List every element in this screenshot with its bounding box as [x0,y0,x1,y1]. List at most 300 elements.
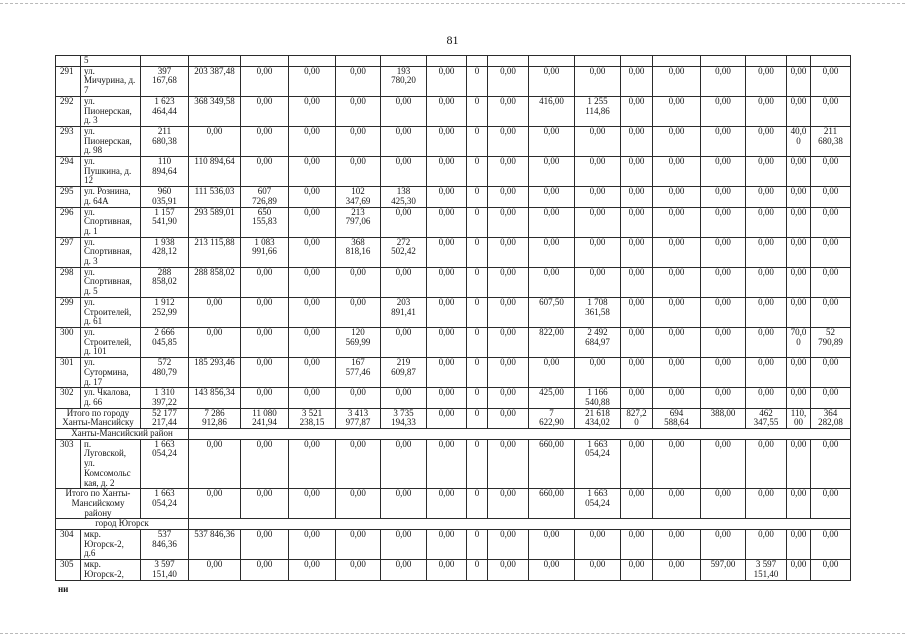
value-cell: 0,00 [811,489,851,519]
page-number: 81 [446,33,459,47]
value-cell: 143 856,34 [189,388,241,408]
section-filler [189,519,851,530]
value-cell: 0,00 [653,207,701,237]
row-number: 302 [56,388,81,408]
value-cell: 0,00 [787,267,811,297]
value-cell: 21 618 434,02 [575,408,621,428]
value-cell: 0 [467,358,488,388]
value-cell: 0,00 [381,560,427,580]
value-cell: 211 680,38 [811,126,851,156]
value-cell: 0,00 [746,439,787,489]
value-cell: 0,00 [241,530,289,560]
value-cell: 0,00 [701,439,746,489]
value-cell [241,56,289,67]
value-cell: 0 [467,267,488,297]
value-cell: 597,00 [701,560,746,580]
value-cell: 0,00 [653,237,701,267]
value-cell: 1 708 361,58 [575,297,621,327]
value-cell: 0,00 [746,267,787,297]
value-cell: 1 157 541,90 [141,207,189,237]
value-cell: 167 577,46 [336,358,381,388]
value-cell: 0,00 [811,66,851,96]
value-cell: 1 663 054,24 [575,439,621,489]
value-cell: 0,00 [701,267,746,297]
value-cell: 572 480,79 [141,358,189,388]
value-cell: 0,00 [746,187,787,207]
value-cell: 2 492 684,97 [575,327,621,357]
value-cell: 1 166 540,88 [575,388,621,408]
row-number: 297 [56,237,81,267]
address-cell: ул. Мичурина, д. 7 [81,66,141,96]
value-cell: 537 846,36 [141,530,189,560]
value-cell: 0,00 [653,560,701,580]
value-cell: 0,00 [811,530,851,560]
row-number: 304 [56,530,81,560]
value-cell: 0,00 [811,388,851,408]
section-row [56,519,851,530]
value-cell: 0,00 [427,388,467,408]
value-cell: 694 588,64 [653,408,701,428]
address-cell: ул. Чкалова, д. 66 [81,388,141,408]
table-row [56,207,851,237]
table-row [56,327,851,357]
value-cell: 0,00 [488,327,529,357]
value-cell: 0 [467,408,488,428]
value-cell: 3 521 238,15 [289,408,336,428]
value-cell: 2 666 045,85 [141,327,189,357]
value-cell: 0,00 [336,66,381,96]
value-cell: 0,00 [746,207,787,237]
value-cell: 0,00 [621,237,653,267]
address-cell: ул. Спортивная, д. 5 [81,267,141,297]
value-cell: 111 536,03 [189,187,241,207]
value-cell: 0,00 [529,237,575,267]
address-cell: мкр. Югорск-2, [81,560,141,580]
value-cell: 70,0 0 [787,327,811,357]
value-cell: 102 347,69 [336,187,381,207]
value-cell: 0,00 [241,327,289,357]
value-cell: 0,00 [575,237,621,267]
value-cell: 0,00 [811,439,851,489]
value-cell: 607,50 [529,297,575,327]
value-cell: 0,00 [621,560,653,580]
value-cell: 0,00 [811,267,851,297]
table-row [56,267,851,297]
value-cell: 0,00 [701,489,746,519]
value-cell: 0,00 [529,267,575,297]
row-number: 305 [56,560,81,580]
total-label: Итого по городу Ханты-Мансийску [56,408,141,428]
value-cell: 0,00 [621,267,653,297]
value-cell: 0,00 [701,187,746,207]
value-cell: 1 912 252,99 [141,297,189,327]
row-number: 291 [56,66,81,96]
value-cell: 0,00 [621,297,653,327]
address-cell: ул. Рознина, д. 64А [81,187,141,207]
value-cell: 0,00 [488,560,529,580]
value-cell: 0,00 [787,157,811,187]
value-cell: 0,00 [701,66,746,96]
value-cell: 0,00 [336,439,381,489]
table-row [56,96,851,126]
value-cell: 0,00 [575,267,621,297]
value-cell: 0,00 [488,489,529,519]
table-row [56,56,851,67]
value-cell: 0,00 [241,560,289,580]
value-cell: 0,00 [575,157,621,187]
value-cell: 0,00 [189,489,241,519]
value-cell: 0,00 [241,297,289,327]
value-cell: 0,00 [787,297,811,327]
value-cell: 607 726,89 [241,187,289,207]
value-cell: 203 387,48 [189,66,241,96]
value-cell: 0,00 [811,157,851,187]
value-cell: 0,00 [575,207,621,237]
value-cell: 0,00 [427,267,467,297]
value-cell: 0,00 [427,96,467,126]
row-number: 295 [56,187,81,207]
address-cell: ул. Пионерская, д. 98 [81,126,141,156]
value-cell: 364 282,08 [811,408,851,428]
value-cell: 0,00 [701,207,746,237]
value-cell [336,56,381,67]
value-cell [787,56,811,67]
value-cell: 0,00 [701,530,746,560]
address-cell: ул. Пионерская, д. 3 [81,96,141,126]
value-cell: 960 035,91 [141,187,189,207]
value-cell: 0,00 [189,327,241,357]
value-cell: 0,00 [529,358,575,388]
value-cell: 0,00 [787,207,811,237]
value-cell: 0,00 [653,297,701,327]
section-title: город Югорск [56,519,189,530]
value-cell: 0,00 [787,388,811,408]
value-cell: 0,00 [621,187,653,207]
value-cell: 0,00 [787,530,811,560]
value-cell: 0,00 [336,489,381,519]
value-cell: 0,00 [653,66,701,96]
value-cell: 1 255 114,86 [575,96,621,126]
value-cell: 0,00 [653,489,701,519]
value-cell: 0,00 [621,157,653,187]
value-cell: 368 349,58 [189,96,241,126]
value-cell [289,56,336,67]
value-cell: 0,00 [621,530,653,560]
value-cell: 211 680,38 [141,126,189,156]
value-cell: 0,00 [488,408,529,428]
value-cell: 52 790,89 [811,327,851,357]
value-cell: 0,00 [336,157,381,187]
value-cell: 1 623 464,44 [141,96,189,126]
value-cell: 0,00 [811,187,851,207]
table-body [56,56,851,581]
value-cell: 1 938 428,12 [141,237,189,267]
value-cell: 0,00 [621,126,653,156]
value-cell: 0,00 [811,358,851,388]
value-cell: 1 663 054,24 [575,489,621,519]
value-cell: 203 891,41 [381,297,427,327]
scan-edge-top [0,3,905,4]
value-cell: 0 [467,489,488,519]
value-cell: 0,00 [381,530,427,560]
table-row [56,388,851,408]
value-cell: 416,00 [529,96,575,126]
address-cell: п. Луговской, ул. Комсомольс кая, д. 2 [81,439,141,489]
address-cell: ул. Пушкина, д. 12 [81,157,141,187]
value-cell: 0,00 [241,267,289,297]
value-cell: 397 167,68 [141,66,189,96]
value-cell: 425,00 [529,388,575,408]
value-cell: 3 735 194,33 [381,408,427,428]
value-cell: 213 797,06 [336,207,381,237]
row-number [56,56,81,67]
value-cell: 1 083 991,66 [241,237,289,267]
register-table [55,55,851,581]
value-cell: 0,00 [701,358,746,388]
value-cell: 0,00 [488,388,529,408]
value-cell: 0,00 [381,388,427,408]
value-cell: 0,00 [336,297,381,327]
value-cell: 1 663 054,24 [141,489,189,519]
value-cell: 0,00 [241,388,289,408]
value-cell: 0,00 [289,187,336,207]
table-row [56,560,851,580]
footer-fragment: ни [58,584,69,594]
value-cell: 0,00 [427,237,467,267]
value-cell: 0,00 [289,157,336,187]
value-cell: 0,00 [621,388,653,408]
value-cell: 0 [467,187,488,207]
value-cell: 0,00 [241,358,289,388]
value-cell: 0,00 [787,96,811,126]
value-cell: 368 818,16 [336,237,381,267]
value-cell [467,56,488,67]
value-cell: 0,00 [621,66,653,96]
value-cell: 0 [467,126,488,156]
value-cell: 0,00 [289,207,336,237]
value-cell: 0,00 [575,358,621,388]
value-cell [488,56,529,67]
value-cell: 0,00 [289,327,336,357]
value-cell: 0,00 [336,388,381,408]
value-cell: 0,00 [529,187,575,207]
value-cell: 0,00 [381,157,427,187]
value-cell: 0 [467,560,488,580]
table-row [56,530,851,560]
value-cell: 120 569,99 [336,327,381,357]
value-cell: 0,00 [241,489,289,519]
table-row [56,126,851,156]
address-cell: 5 [81,56,141,67]
value-cell: 0,00 [787,237,811,267]
value-cell: 0,00 [289,439,336,489]
row-number: 293 [56,126,81,156]
value-cell: 0,00 [289,96,336,126]
value-cell: 0,00 [241,66,289,96]
value-cell: 0,00 [381,267,427,297]
value-cell: 0,00 [653,96,701,126]
value-cell: 0,00 [701,237,746,267]
value-cell: 213 115,88 [189,237,241,267]
value-cell: 193 780,20 [381,66,427,96]
value-cell: 138 425,30 [381,187,427,207]
value-cell [189,56,241,67]
value-cell: 0,00 [787,358,811,388]
address-cell: мкр. Югорск-2, д.6 [81,530,141,560]
value-cell: 0 [467,297,488,327]
value-cell: 0,00 [529,560,575,580]
value-cell: 827,2 0 [621,408,653,428]
address-cell: ул. Сутормина, д. 17 [81,358,141,388]
value-cell: 0,00 [427,187,467,207]
value-cell: 3 413 977,87 [336,408,381,428]
value-cell: 0,00 [427,489,467,519]
table-row [56,297,851,327]
value-cell: 0,00 [427,530,467,560]
value-cell: 0,00 [427,157,467,187]
table-row [56,237,851,267]
value-cell: 0,00 [488,207,529,237]
value-cell: 0,00 [746,237,787,267]
value-cell: 0,00 [381,96,427,126]
value-cell: 0,00 [653,358,701,388]
value-cell: 293 589,01 [189,207,241,237]
value-cell: 0 [467,388,488,408]
value-cell: 219 609,87 [381,358,427,388]
value-cell: 0 [467,207,488,237]
value-cell: 0,00 [701,157,746,187]
value-cell: 0,00 [653,439,701,489]
value-cell: 0,00 [488,96,529,126]
value-cell: 0,00 [488,439,529,489]
address-cell: ул. Строителей, д. 101 [81,327,141,357]
value-cell [381,56,427,67]
value-cell: 0,00 [488,358,529,388]
value-cell: 185 293,46 [189,358,241,388]
value-cell [141,56,189,67]
value-cell: 0,00 [241,126,289,156]
value-cell [746,56,787,67]
value-cell: 0,00 [336,267,381,297]
value-cell: 0,00 [189,560,241,580]
value-cell: 7 286 912,86 [189,408,241,428]
value-cell: 0,00 [529,157,575,187]
value-cell: 0,00 [653,388,701,408]
value-cell: 0,00 [653,126,701,156]
value-cell: 0,00 [621,96,653,126]
value-cell: 0,00 [621,489,653,519]
value-cell: 0,00 [811,96,851,126]
value-cell: 0,00 [621,327,653,357]
value-cell: 0,00 [289,388,336,408]
value-cell: 0,00 [381,327,427,357]
value-cell: 0 [467,327,488,357]
value-cell: 0,00 [427,297,467,327]
value-cell: 0,00 [189,126,241,156]
value-cell: 0,00 [427,358,467,388]
value-cell: 0,00 [241,96,289,126]
value-cell: 0,00 [381,489,427,519]
value-cell: 0,00 [653,187,701,207]
value-cell: 0,00 [336,96,381,126]
value-cell: 0,00 [336,530,381,560]
value-cell: 0,00 [811,207,851,237]
value-cell: 272 502,42 [381,237,427,267]
value-cell: 0,00 [427,66,467,96]
value-cell: 0,00 [746,327,787,357]
value-cell: 0 [467,66,488,96]
value-cell: 0,00 [787,560,811,580]
value-cell: 0,00 [488,530,529,560]
value-cell: 0 [467,530,488,560]
value-cell: 650 155,83 [241,207,289,237]
value-cell: 0,00 [189,439,241,489]
row-number: 303 [56,439,81,489]
value-cell: 0,00 [746,530,787,560]
value-cell: 0,00 [787,439,811,489]
section-filler [189,429,851,440]
value-cell [621,56,653,67]
value-cell: 0,00 [488,237,529,267]
value-cell [529,56,575,67]
value-cell: 0,00 [488,66,529,96]
value-cell: 288 858,02 [141,267,189,297]
value-cell: 11 080 241,94 [241,408,289,428]
value-cell: 0,00 [575,530,621,560]
value-cell: 0,00 [575,66,621,96]
row-number: 298 [56,267,81,297]
value-cell: 660,00 [529,439,575,489]
value-cell: 0,00 [529,207,575,237]
value-cell: 0,00 [529,126,575,156]
value-cell: 0,00 [289,560,336,580]
value-cell: 0 [467,439,488,489]
row-number: 300 [56,327,81,357]
value-cell: 0,00 [787,66,811,96]
value-cell: 537 846,36 [189,530,241,560]
value-cell [427,56,467,67]
table-row [56,66,851,96]
value-cell: 0 [467,237,488,267]
value-cell [575,56,621,67]
value-cell: 110 894,64 [141,157,189,187]
table-row [56,439,851,489]
value-cell: 0,00 [529,66,575,96]
value-cell [653,56,701,67]
value-cell: 40,0 0 [787,126,811,156]
value-cell: 0,00 [746,358,787,388]
value-cell: 0,00 [289,267,336,297]
value-cell: 0 [467,96,488,126]
row-number: 292 [56,96,81,126]
section-row [56,429,851,440]
value-cell: 0,00 [381,439,427,489]
value-cell: 0,00 [381,126,427,156]
value-cell: 0,00 [427,560,467,580]
value-cell: 0,00 [381,207,427,237]
value-cell: 0,00 [336,560,381,580]
value-cell: 0 [467,157,488,187]
value-cell: 0,00 [746,66,787,96]
value-cell: 0,00 [427,408,467,428]
value-cell: 0,00 [488,267,529,297]
value-cell: 0,00 [189,297,241,327]
scan-edge-bottom [0,633,905,634]
value-cell: 0,00 [746,126,787,156]
row-number: 301 [56,358,81,388]
address-cell: ул. Строителей, д. 61 [81,297,141,327]
value-cell: 0,00 [811,560,851,580]
